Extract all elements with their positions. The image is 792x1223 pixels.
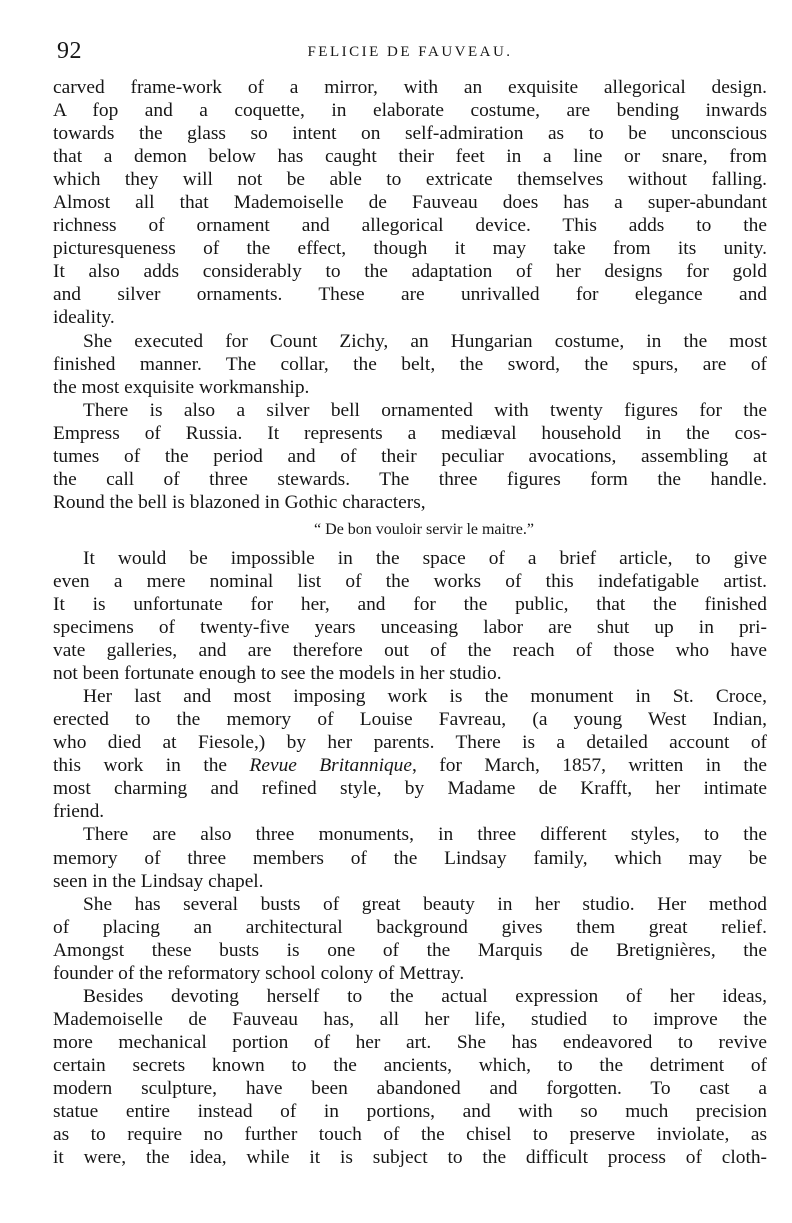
text-line: memory of three members of the Lindsay family, which may be <box>53 847 767 869</box>
text-line: It also adds considerably to the adaptation of her designs for gold <box>53 261 767 283</box>
text-line: the most exquisite workmanship. <box>53 376 310 398</box>
text-line: erected to the memory of Louise Favreau, (a young West Indian, <box>53 709 767 731</box>
text-line: carved frame-work of a mirror, with an exquisite allegorical design. <box>53 77 767 98</box>
text-line: It is unfortunate for her, and for the public, that the finished <box>53 593 767 615</box>
text-line: who died at Fiesole,) by her parents. There is a detailed account of <box>53 732 767 754</box>
text-line: Empress of Russia. It represents a mediæval household in the cos- <box>53 422 767 444</box>
text-line: not been fortunate enough to see the models in her studio. <box>53 663 502 685</box>
text-line: She has several busts of great beauty in her studio. Her method <box>83 893 767 915</box>
running-title: FELICIE DE FAUVEAU. <box>307 44 513 60</box>
text-fragment: this work in the <box>53 755 250 777</box>
journal-title: Revue Britannique <box>249 755 412 777</box>
text-line: founder of the reformatory school colony of Mettray. <box>53 962 465 984</box>
text-line: which they will not be able to extricate themselves without falling. <box>53 169 767 191</box>
text-line: specimens of twenty-five years unceasing labor are shut up in pri- <box>53 617 767 639</box>
text-line: picturesqueness of the effect, though it may take from its unity. <box>53 238 767 260</box>
text-line: certain secrets known to the ancients, which, to the detriment of <box>53 1054 767 1076</box>
paragraph-zichy <box>53 330 767 399</box>
text-line: towards the glass so intent on self-admiration as to be unconscious <box>53 123 767 145</box>
book-page <box>53 38 767 1169</box>
text-fragment: Her last and most imposing work is the monument in St. Croce, <box>83 686 767 708</box>
text-line: There are also three monuments, in three different styles, to the <box>83 824 767 846</box>
paragraph-bell <box>53 399 767 514</box>
text-line: as to require no further touch of the chisel to preserve inviolate, as <box>53 1124 767 1146</box>
text-line: that a demon below has caught their feet in a line or snare, from <box>53 146 767 168</box>
text-line: A fop and a coquette, in elaborate costume, are bending inwards <box>53 100 767 122</box>
text-line: She executed for Count Zichy, an Hungarian costume, in the most <box>83 330 767 352</box>
text-line: statue entire instead of in portions, and with so much precision <box>53 1101 767 1123</box>
text-line: tumes of the period and of their peculiar avocations, assembling at <box>53 445 767 467</box>
text-line: Amongst these busts is one of the Marquis de Bretignières, the <box>53 939 767 961</box>
text-line: vate galleries, and are therefore out of the reach of those who have <box>53 640 767 662</box>
paragraph-works <box>53 547 767 685</box>
text-line: Mademoiselle de Fauveau has, all her life, studied to improve the <box>53 1008 767 1030</box>
text-line: richness of ornament and allegorical device. This adds to the <box>53 215 767 237</box>
text-line: Round the bell is blazoned in Gothic characters, <box>53 491 426 513</box>
text-line: most charming and refined style, by Madame de Krafft, her intimate <box>53 778 767 800</box>
text-line <box>53 685 767 708</box>
text-line: friend. <box>53 801 105 823</box>
text-line: ideality. <box>53 307 115 329</box>
paragraph-mirror <box>53 76 767 330</box>
text-line: it were, the idea, while it is subject to the difficult process of cloth- <box>53 1147 767 1169</box>
body-text <box>53 76 767 1169</box>
page-number: 92 <box>57 38 82 64</box>
text-fragment: , for March, 1857, written in the <box>411 755 768 777</box>
text-line: the call of three stewards. The three figures form the handle. <box>53 468 767 490</box>
text-line: There is also a silver bell ornamented with twenty figures for the <box>83 399 767 421</box>
paragraph-technique <box>53 985 767 1169</box>
text-line: modern sculpture, have been abandoned and forgotten. To cast a <box>53 1077 767 1099</box>
text-line: even a mere nominal list of the works of this indefatigable artist. <box>53 570 767 592</box>
text-line: more mechanical portion of her art. She has endeavored to revive <box>53 1031 767 1053</box>
text-line: and silver ornaments. These are unrivalled for elegance and <box>53 284 767 306</box>
text-line: finished manner. The collar, the belt, the sword, the spurs, are of <box>53 353 767 375</box>
text-line: Almost all that Mademoiselle de Fauveau does has a super-abundant <box>53 192 767 214</box>
text-line: It would be impossible in the space of a brief article, to give <box>83 547 767 569</box>
text-line: of placing an architectural background gives them great relief. <box>53 916 767 938</box>
paragraph-monument <box>53 685 767 823</box>
page-header <box>53 38 767 76</box>
paragraph-lindsay <box>53 823 767 892</box>
text-line: seen in the Lindsay chapel. <box>53 870 264 892</box>
paragraph-busts <box>53 893 767 985</box>
gothic-quotation: “ De bon vouloir servir le maitre.” <box>314 520 534 538</box>
text-line <box>53 754 767 777</box>
text-line: Besides devoting herself to the actual expression of her ideas, <box>83 985 767 1007</box>
